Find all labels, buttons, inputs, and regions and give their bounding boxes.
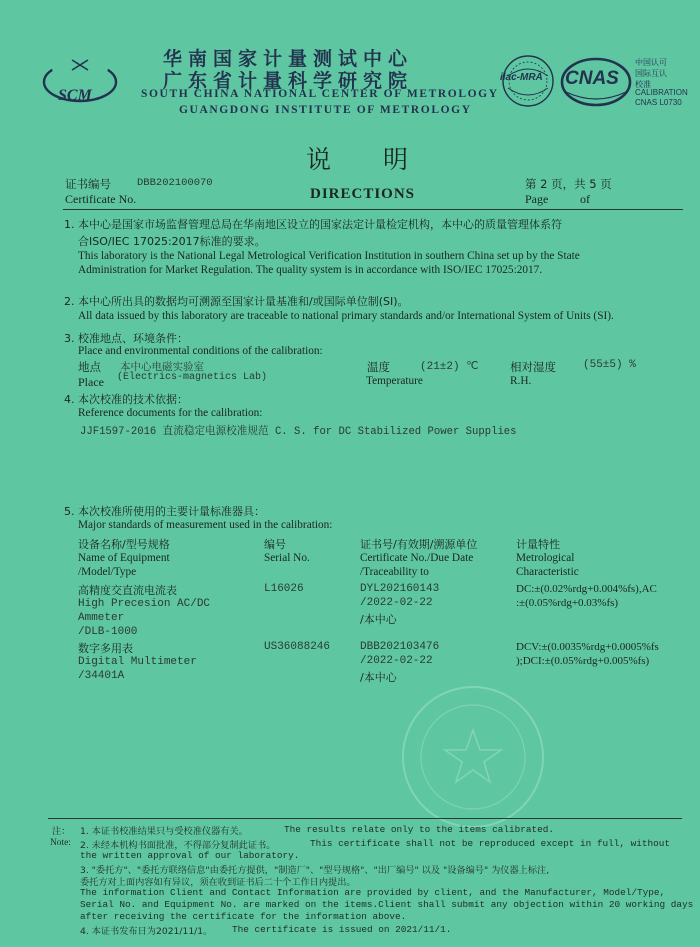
s1-cn-line-1: 1. 本中心是国家市场监督管理总局在华南地区设立的国家法定计量检定机构，本中心的质量管理体系符	[64, 218, 562, 231]
s3-rh-value: (55±5) %	[583, 359, 636, 371]
cnas-side-1: 中国认可	[635, 58, 667, 67]
notes-label-cn: 注：	[52, 826, 71, 837]
table-row-2-trace: /本中心	[360, 671, 397, 684]
note-3-cn-1: 3. "委托方"、"委托方联络信息"由委托方提供，"制造厂"、"型号规格"、"出厂编号" 以及 "设备编号" 为仪器上标注,	[80, 865, 550, 876]
embossed-seal	[398, 682, 548, 832]
col-cert-en-2: /Traceability to	[360, 566, 429, 578]
page-title-cn: 说明	[306, 145, 461, 174]
cnas-text: CNAS	[565, 68, 619, 89]
table-row-1-cert-no: DYL202160143	[360, 583, 440, 595]
table-row-1-model: /DLB-1000	[78, 626, 138, 638]
note-2-en-2: the written approval of our laboratory.	[80, 850, 300, 861]
table-row-1-char-2: :±(0.05%rdg+0.03%fs)	[516, 597, 619, 609]
org-name-cn-2: 广东省计量科学研究院	[163, 70, 414, 92]
col-equipment-en-2: /Model/Type	[78, 566, 137, 578]
table-row-2-name-en-1: Digital Multimeter	[78, 656, 197, 668]
s3-temp-cn: 温度	[367, 360, 390, 374]
table-row-2-char-2: );DCI:±(0.05%rdg+0.005%fs)	[516, 655, 650, 667]
org-name-en-1: SOUTH CHINA NATIONAL CENTER OF METROLOGY	[141, 88, 499, 100]
note-3-en-1: The information Client and Contact Information are provided by client, and the Manufacturer, Model/Type,	[80, 887, 666, 898]
note-4-en: The certificate is issued on 2021/11/1.	[232, 924, 452, 935]
table-row-2-serial: US36088246	[264, 641, 331, 653]
note-3-en-3: after receiving the certificate for the information above.	[80, 911, 407, 922]
s5-cn: 5. 本次校准所使用的主要计量标准器具：	[64, 505, 265, 518]
cnas-side-5: CNAS L0730	[635, 98, 682, 107]
s3-temp-value: (21±2) ℃	[420, 361, 479, 373]
table-row-1-trace: /本中心	[360, 613, 397, 626]
table-row-1-serial: L16026	[264, 583, 304, 595]
table-row-2-cert-no: DBB202103476	[360, 641, 440, 653]
note-2-cn: 2. 未经本机构书面批准，不得部分复制此证书。	[80, 840, 276, 851]
title-divider	[63, 209, 683, 210]
col-char-cn: 计量特性	[516, 538, 560, 551]
table-row-1-name-cn: 高精度交直流电流表	[78, 584, 177, 597]
page-of-en: of	[580, 192, 590, 206]
col-char-en-1: Metrological	[516, 552, 575, 564]
s4-reference-doc: JJF1597-2016 直流稳定电源校准规范 C. S. for DC Stabilized Power Supplies	[80, 426, 517, 438]
s3-en: Place and environmental conditions of the calibration:	[78, 345, 323, 357]
note-2-en-1: This certificate shall not be reproduced except in full, without	[310, 838, 671, 849]
col-char-en-2: Characteristic	[516, 566, 579, 578]
cert-no-label-cn: 证书编号	[65, 177, 111, 191]
s3-place-cn: 地点	[78, 360, 101, 374]
s2-cn: 2. 本中心所出具的数据均可溯源至国家计量基准和/或国际单位制(SI)。	[64, 295, 409, 308]
cnas-side-4: CALIBRATION	[635, 88, 688, 97]
s1-en-line-1: This laboratory is the National Legal Metrological Verification Institution in southern China set up by the State	[78, 250, 580, 262]
note-3-cn-2: 委托方对上面内容如有异议，须在收到证书后二十个工作日内提出。	[80, 877, 356, 888]
org-name-cn-1: 华南国家计量测试中心	[163, 48, 414, 70]
s3-rh-en: R.H.	[510, 375, 532, 387]
table-row-1-name-en-1: High Precesion AC/DC	[78, 598, 211, 610]
s3-place-value: 本中心电磁实验室	[120, 361, 204, 373]
s3-place-value-en: (Electrics-magnetics Lab)	[117, 372, 268, 383]
cnas-side-2: 国际互认	[635, 69, 667, 78]
table-row-1-due: /2022-02-22	[360, 597, 433, 609]
col-serial-cn: 编号	[264, 538, 286, 551]
ilac-mra-text: ilac-MRA	[500, 72, 543, 83]
s4-en: Reference documents for the calibration:	[78, 407, 263, 419]
col-cert-cn: 证书号/有效期/溯源单位	[360, 538, 478, 551]
note-1-en: The results relate only to the items calibrated.	[284, 824, 555, 835]
s4-cn: 4. 本次校准的技术依据：	[64, 393, 188, 406]
s3-rh-cn: 相对湿度	[510, 360, 556, 374]
note-4-cn: 4. 本证书发布日为2021/11/1。	[80, 926, 213, 937]
col-serial-en: Serial No.	[264, 552, 310, 564]
col-equipment-en-1: Name of Equipment	[78, 552, 170, 564]
s5-en: Major standards of measurement used in the calibration:	[78, 519, 333, 531]
s3-temp-en: Temperature	[366, 375, 423, 387]
s1-cn-line-2: 合ISO/IEC 17025:2017标准的要求。	[78, 235, 266, 248]
table-row-2-char-1: DCV:±(0.0035%rdg+0.0005%fs	[516, 641, 659, 653]
table-row-1-name-en-2: Ammeter	[78, 612, 125, 624]
scm-logo-text: SCM	[58, 87, 92, 104]
table-row-2-name-cn: 数字多用表	[78, 642, 133, 655]
cert-no-value: DBB202100070	[137, 177, 213, 189]
col-equipment-cn: 设备名称/型号规格	[78, 538, 170, 551]
note-3-en-2: Serial No. and Equipment No. are marked on the items.Client shall submit any objection within 20 working days	[80, 899, 694, 910]
s3-place-en: Place	[78, 375, 104, 389]
page-count-cn: 第 2 页，共 5 页	[525, 177, 612, 191]
notes-label-en: Note:	[50, 838, 71, 848]
cert-no-label-en: Certificate No.	[65, 192, 137, 206]
note-1-cn: 1. 本证书校准结果只与受校准仪器有关。	[80, 826, 248, 837]
s3-cn: 3. 校准地点、环境条件：	[64, 332, 188, 345]
s2-en: All data issued by this laboratory are traceable to national primary standards and/or International System of Units (SI).	[78, 310, 614, 322]
cnas-side-3: 校准	[635, 80, 651, 89]
table-row-2-name-en-2: /34401A	[78, 670, 125, 682]
table-row-1-char-1: DC:±(0.02%rdg+0.004%fs),AC	[516, 583, 657, 595]
notes-divider	[48, 818, 682, 819]
table-row-2-due: /2022-02-22	[360, 655, 433, 667]
col-cert-en-1: Certificate No./Due Date	[360, 552, 474, 564]
s1-en-line-2: Administration for Market Regulation. The quality system is in accordance with ISO/IEC 17025:2017.	[78, 264, 543, 276]
org-name-en-2: GUANGDONG INSTITUTE OF METROLOGY	[179, 104, 472, 116]
page-label-en: Page	[525, 192, 549, 206]
page-title-en: DIRECTIONS	[310, 186, 416, 202]
